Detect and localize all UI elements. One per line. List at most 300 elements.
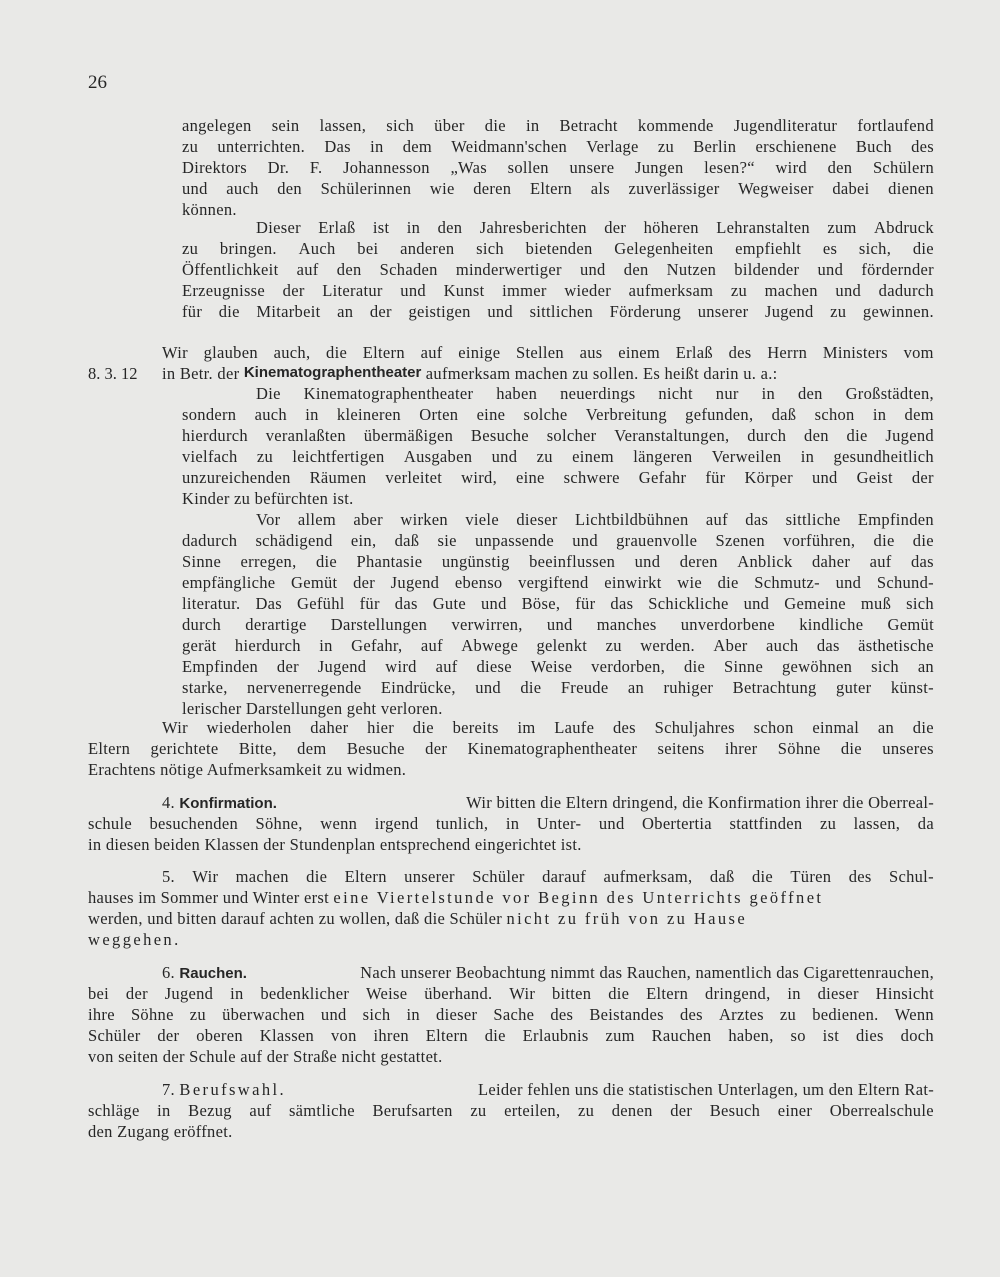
word: gewöhnen — [782, 657, 853, 676]
word: werden. — [640, 636, 695, 655]
word: die — [846, 426, 868, 445]
text-line: in diesen beiden Klassen der Stundenplan entsprechend eingerichtet ist. — [88, 835, 582, 854]
word: dem — [402, 137, 432, 156]
word: des — [848, 867, 872, 886]
word: solche — [523, 405, 568, 424]
text-line — [162, 867, 934, 887]
word: die — [484, 1026, 506, 1045]
word: sämtliche — [288, 1101, 355, 1120]
quote-line — [182, 426, 934, 446]
word: ungünstig — [441, 552, 510, 571]
word: auf — [420, 636, 443, 655]
word: Schaden — [379, 260, 438, 279]
word: auf — [249, 1101, 272, 1120]
word: dabei — [832, 179, 870, 198]
word: Erlaß — [675, 343, 713, 362]
section-title-berufswahl: Berufswahl. — [179, 1080, 287, 1099]
word: Großstädten, — [845, 384, 934, 403]
text-line — [182, 239, 934, 259]
word: und — [634, 552, 661, 571]
word: unsere — [569, 158, 615, 177]
word: dieser — [817, 984, 859, 1003]
word: Söhne — [777, 739, 821, 758]
word: Empfinden — [182, 657, 259, 676]
emphasized-text: weggehen. — [88, 930, 181, 949]
word: erteilen, — [504, 1101, 561, 1120]
word: künst- — [890, 678, 934, 697]
word: auch, — [273, 343, 311, 362]
word: zu — [657, 137, 675, 156]
word: Kinematographentheater — [303, 384, 474, 403]
word: Weise — [530, 657, 573, 676]
word: Wir — [162, 343, 188, 362]
word: Beistandes — [589, 1005, 664, 1024]
word: immer — [502, 281, 547, 300]
margin-date: 8. 3. 12 — [88, 364, 138, 383]
word: zuverlässiger — [628, 179, 720, 198]
word: in — [319, 636, 333, 655]
word: Szenen — [715, 531, 765, 550]
word: schädigend — [255, 531, 333, 550]
word: auch — [226, 179, 259, 198]
word: wirken — [400, 510, 448, 529]
word: starke, — [182, 678, 228, 697]
word: lassen, — [853, 814, 901, 833]
text-line — [162, 718, 934, 738]
word: schwere — [563, 468, 620, 487]
word: Erlaubnis — [522, 1026, 589, 1045]
word: Eltern — [425, 1026, 468, 1045]
word: doch — [900, 1026, 934, 1045]
word: Berufsarten — [372, 1101, 453, 1120]
word: und — [835, 281, 862, 300]
word: Die — [256, 384, 281, 403]
word: muß — [860, 594, 892, 613]
text-line — [182, 137, 934, 157]
word: nervenerregende — [247, 678, 362, 697]
word: minderwertiger — [455, 260, 562, 279]
word: Jugend — [164, 984, 214, 1003]
word: und — [320, 1005, 347, 1024]
word: Räumen — [309, 468, 367, 487]
word: ästhetische — [858, 636, 934, 655]
word: das — [910, 552, 934, 571]
text-segment: Leider fehlen uns die statistischen Unterlagen, um den Eltern Rat- — [478, 1080, 934, 1099]
word: unterrichten. — [217, 137, 306, 156]
word: Wenn — [894, 1005, 934, 1024]
word: schläge — [88, 1101, 140, 1120]
word: zu — [470, 1101, 487, 1120]
word: der — [276, 657, 299, 676]
word: aufmerksam — [628, 281, 714, 300]
word: in — [305, 405, 319, 424]
word: bringen. — [219, 239, 277, 258]
word: und — [598, 814, 625, 833]
word: Ausgaben — [403, 447, 473, 466]
word: das — [816, 636, 840, 655]
word: verdorben, — [591, 657, 666, 676]
word: und — [400, 281, 426, 300]
word: im — [517, 718, 536, 737]
word: haben, — [728, 1026, 774, 1045]
word: auf — [296, 260, 319, 279]
word: leichtfertigen — [292, 447, 385, 466]
text-line — [182, 302, 934, 322]
word: dringend, — [705, 984, 771, 1003]
word: die — [717, 573, 739, 592]
text-line: von seiten der Schule auf der Straße nicht gestattet. — [88, 1047, 443, 1066]
word: Berlin — [693, 137, 737, 156]
word: daher — [811, 552, 851, 571]
word: die — [326, 343, 348, 362]
word: an — [917, 657, 934, 676]
text-line: den Zugang eröffnet. — [88, 1122, 233, 1141]
word: Wir — [162, 718, 188, 737]
word: empfängliche — [182, 573, 276, 592]
word: zu — [730, 281, 748, 300]
word: sittliche — [785, 510, 841, 529]
word: bildender — [734, 260, 800, 279]
word: die — [306, 867, 328, 886]
quote-line — [182, 405, 934, 425]
word: Das — [255, 594, 283, 613]
word: in — [787, 984, 801, 1003]
word: oberen — [196, 1026, 243, 1045]
word: in — [800, 447, 815, 466]
word: auf — [869, 552, 892, 571]
word: Empfinden — [857, 510, 934, 529]
word: unserer — [404, 867, 455, 886]
word: 5. — [162, 867, 175, 886]
word: die — [520, 678, 542, 697]
word: Betracht — [559, 116, 618, 135]
word: die — [912, 718, 934, 737]
word: in — [406, 1005, 420, 1024]
word: eine — [515, 468, 545, 487]
word: der — [425, 739, 448, 758]
section-number: 7. Berufswahl. — [162, 1080, 287, 1099]
quote-line — [182, 531, 934, 551]
word: Literatur — [322, 281, 383, 300]
word: gewinnen. — [862, 302, 934, 321]
word: Schüler — [88, 1026, 141, 1045]
word: Vor — [256, 510, 281, 529]
word: daß — [771, 405, 797, 424]
word: Besuche — [470, 426, 529, 445]
word: und — [491, 447, 518, 466]
word: des — [612, 718, 636, 737]
word: Bitte, — [238, 739, 277, 758]
text-line — [182, 158, 934, 178]
word: die — [484, 116, 506, 135]
word: fördernder — [861, 260, 934, 279]
word: Gefahr — [638, 468, 687, 487]
word: für — [182, 302, 203, 321]
word: Lehranstalten — [716, 218, 810, 237]
word: diese — [476, 657, 512, 676]
word: in — [872, 405, 887, 424]
word: Türen — [790, 867, 832, 886]
word: Buch — [855, 137, 892, 156]
word: Verweilen — [711, 447, 782, 466]
word: lassen, — [319, 116, 367, 135]
word: und — [487, 302, 513, 321]
word: gesundheitlich — [833, 447, 934, 466]
word: Phantasie — [356, 552, 423, 571]
word: zu — [830, 302, 847, 321]
word: einem — [572, 447, 614, 466]
word: den — [336, 260, 362, 279]
word: Arztes — [718, 1005, 764, 1024]
word: Gefühl — [297, 594, 345, 613]
text-line — [88, 1005, 934, 1025]
text-line — [88, 1026, 934, 1046]
word: sollen — [507, 158, 549, 177]
word: für — [575, 594, 596, 613]
word: Weidmann'schen — [451, 137, 567, 156]
word: Aber — [713, 636, 748, 655]
word: auf — [420, 343, 443, 362]
word: die — [608, 984, 630, 1003]
word: Abdruck — [874, 218, 934, 237]
word: Eltern — [344, 867, 387, 886]
word: wieder — [564, 281, 612, 300]
word: Kunst — [443, 281, 485, 300]
word: Laufe — [554, 718, 595, 737]
word: einmal — [812, 718, 860, 737]
quote-line — [182, 573, 934, 593]
word: nicht — [658, 384, 693, 403]
word: die — [840, 739, 862, 758]
word: F. — [309, 158, 323, 177]
word: die — [412, 718, 434, 737]
word: besuchenden — [149, 814, 238, 833]
word: des — [911, 137, 934, 156]
word: Lichtbildbühnen — [574, 510, 689, 529]
page-number: 26 — [88, 72, 107, 93]
word: literatur. — [182, 594, 241, 613]
word: Jugend — [390, 573, 440, 592]
word: Besuche — [346, 739, 405, 758]
word: Schuljahres — [654, 718, 735, 737]
word: sie — [437, 531, 457, 550]
word: Besuch — [709, 1101, 761, 1120]
word: sich — [871, 657, 899, 676]
word: Schul- — [888, 867, 934, 886]
word: Freude — [560, 678, 609, 697]
word: manches — [596, 615, 657, 634]
word: Schülern — [872, 158, 934, 177]
word: die — [315, 552, 338, 571]
word: an — [627, 678, 645, 697]
word: Sache — [493, 1005, 535, 1024]
word: Jugend — [317, 657, 367, 676]
word: sittlichen — [529, 302, 594, 321]
word: dienen — [888, 179, 934, 198]
word: Veranstaltungen, — [614, 426, 730, 445]
word: Wir — [192, 867, 219, 886]
word: der — [353, 573, 376, 592]
word: zu — [779, 1005, 797, 1024]
word: einer — [777, 1101, 813, 1120]
word: über — [434, 116, 465, 135]
word: des — [728, 343, 752, 362]
word: zu — [189, 1005, 206, 1024]
word: einige — [458, 343, 501, 362]
word: das — [745, 510, 769, 529]
word: und — [743, 594, 770, 613]
word: ebenso — [454, 573, 503, 592]
word: tunlich, — [435, 814, 489, 833]
word: wird — [385, 657, 417, 676]
word: hierdurch — [182, 426, 248, 445]
emphasized-text: nicht zu früh von zu Hause — [506, 909, 748, 928]
word: Förderung — [609, 302, 682, 321]
text-line: können. — [182, 200, 237, 219]
word: zu — [182, 137, 199, 156]
word: daß — [709, 867, 735, 886]
word: bei — [88, 984, 110, 1003]
word: zu — [819, 814, 837, 833]
word: hierdurch — [234, 636, 301, 655]
word: sich — [362, 1005, 391, 1024]
word: ihren — [373, 1026, 409, 1045]
word: in — [505, 814, 520, 833]
word: Orten — [419, 405, 459, 424]
word: Eltern — [646, 984, 689, 1003]
word: dadurch — [182, 531, 238, 550]
text-segment: aufmerksam machen zu sollen. Es heißt darin u. a.: — [425, 364, 778, 383]
word: sich, — [858, 239, 892, 258]
word: und — [480, 594, 507, 613]
word: aus — [579, 343, 603, 362]
text-line — [88, 1101, 934, 1121]
word: und — [182, 179, 208, 198]
word: an — [877, 718, 895, 737]
text-line — [182, 116, 934, 136]
word: der — [604, 218, 627, 237]
word: Eltern — [88, 739, 131, 758]
text-line — [88, 739, 934, 759]
word: Erlaß — [318, 218, 356, 237]
word: Anblick — [737, 552, 793, 571]
word: darauf — [542, 867, 587, 886]
word: kleineren — [336, 405, 401, 424]
word: ist — [372, 218, 390, 237]
word: Weise — [365, 984, 408, 1003]
word: den — [797, 384, 823, 403]
word: Söhne, — [255, 814, 303, 833]
keyword-kinematographentheater: Kinematographentheater — [243, 364, 422, 381]
word: Böse, — [521, 594, 561, 613]
word: den — [827, 158, 853, 177]
word: unseres — [882, 739, 934, 758]
text-segment: Nach unserer Beobachtung nimmt das Rauchen, namentlich das Cigarettenrauchen, — [360, 963, 934, 982]
word: Das — [324, 137, 351, 156]
word: angelegen — [182, 116, 252, 135]
text-line — [162, 364, 778, 384]
word: verwirren, — [451, 615, 523, 634]
word: Johannesson — [343, 158, 430, 177]
word: fortlaufend — [857, 116, 934, 135]
word: der — [911, 468, 934, 487]
word: Unter- — [536, 814, 582, 833]
word: nur — [715, 384, 739, 403]
word: allem — [297, 510, 336, 529]
word: Eltern — [529, 179, 573, 198]
word: dem — [297, 739, 327, 758]
word: der — [369, 302, 392, 321]
word: wird, — [461, 468, 497, 487]
word: auch — [766, 636, 799, 655]
word: haben — [496, 384, 538, 403]
word: das — [394, 594, 418, 613]
word: Mitarbeit — [256, 302, 321, 321]
word: sein — [271, 116, 300, 135]
quote-line — [182, 636, 934, 656]
word: unverdorbene — [680, 615, 776, 634]
word: Gefahr, — [351, 636, 403, 655]
word: des — [679, 1005, 703, 1024]
text-line — [88, 909, 934, 929]
text-line — [88, 814, 934, 834]
word: Jahresberichten — [479, 218, 587, 237]
word: an — [337, 302, 354, 321]
word: das — [610, 594, 634, 613]
text-line — [162, 343, 934, 363]
word: stattfinden — [729, 814, 803, 833]
word: der — [125, 984, 148, 1003]
word: sich — [386, 116, 415, 135]
word: viele — [465, 510, 499, 529]
word: ihre — [88, 1005, 115, 1024]
word: zum — [827, 218, 857, 237]
text-line: Erachtens nötige Aufmerksamkeit zu widmen. — [88, 760, 407, 779]
word: daß — [394, 531, 420, 550]
word: auch — [254, 405, 287, 424]
word: Schickliche — [648, 594, 729, 613]
quote-line — [182, 594, 934, 614]
word: Schund- — [876, 573, 934, 592]
word: aufmerksam, — [603, 867, 693, 886]
word: gerät — [182, 636, 217, 655]
word: ruhiger — [663, 678, 714, 697]
section-berufswahl-heading-line — [162, 1080, 934, 1100]
word: den — [623, 260, 649, 279]
word: deren — [679, 552, 718, 571]
word: dadurch — [878, 281, 934, 300]
word: und — [817, 260, 844, 279]
word: und — [546, 615, 573, 634]
text-segment: hauses im Sommer und Winter erst — [88, 888, 329, 907]
word: von — [330, 1026, 357, 1045]
word: vom — [903, 343, 934, 362]
word: Wegweiser — [738, 179, 814, 198]
word: die — [873, 531, 895, 550]
word: Gemeine — [784, 594, 846, 613]
word: Abwege — [461, 636, 519, 655]
text-line — [182, 179, 934, 199]
word: bedenklicher — [260, 984, 350, 1003]
word: seitens — [657, 739, 705, 758]
word: einwirkt — [604, 573, 662, 592]
word: lesen?“ — [704, 158, 755, 177]
section-title-konfirmation: Konfirmation. — [179, 795, 277, 812]
word: schon — [753, 718, 794, 737]
word: die — [751, 867, 773, 886]
word: vorführen, — [783, 531, 856, 550]
word: zu — [182, 239, 199, 258]
